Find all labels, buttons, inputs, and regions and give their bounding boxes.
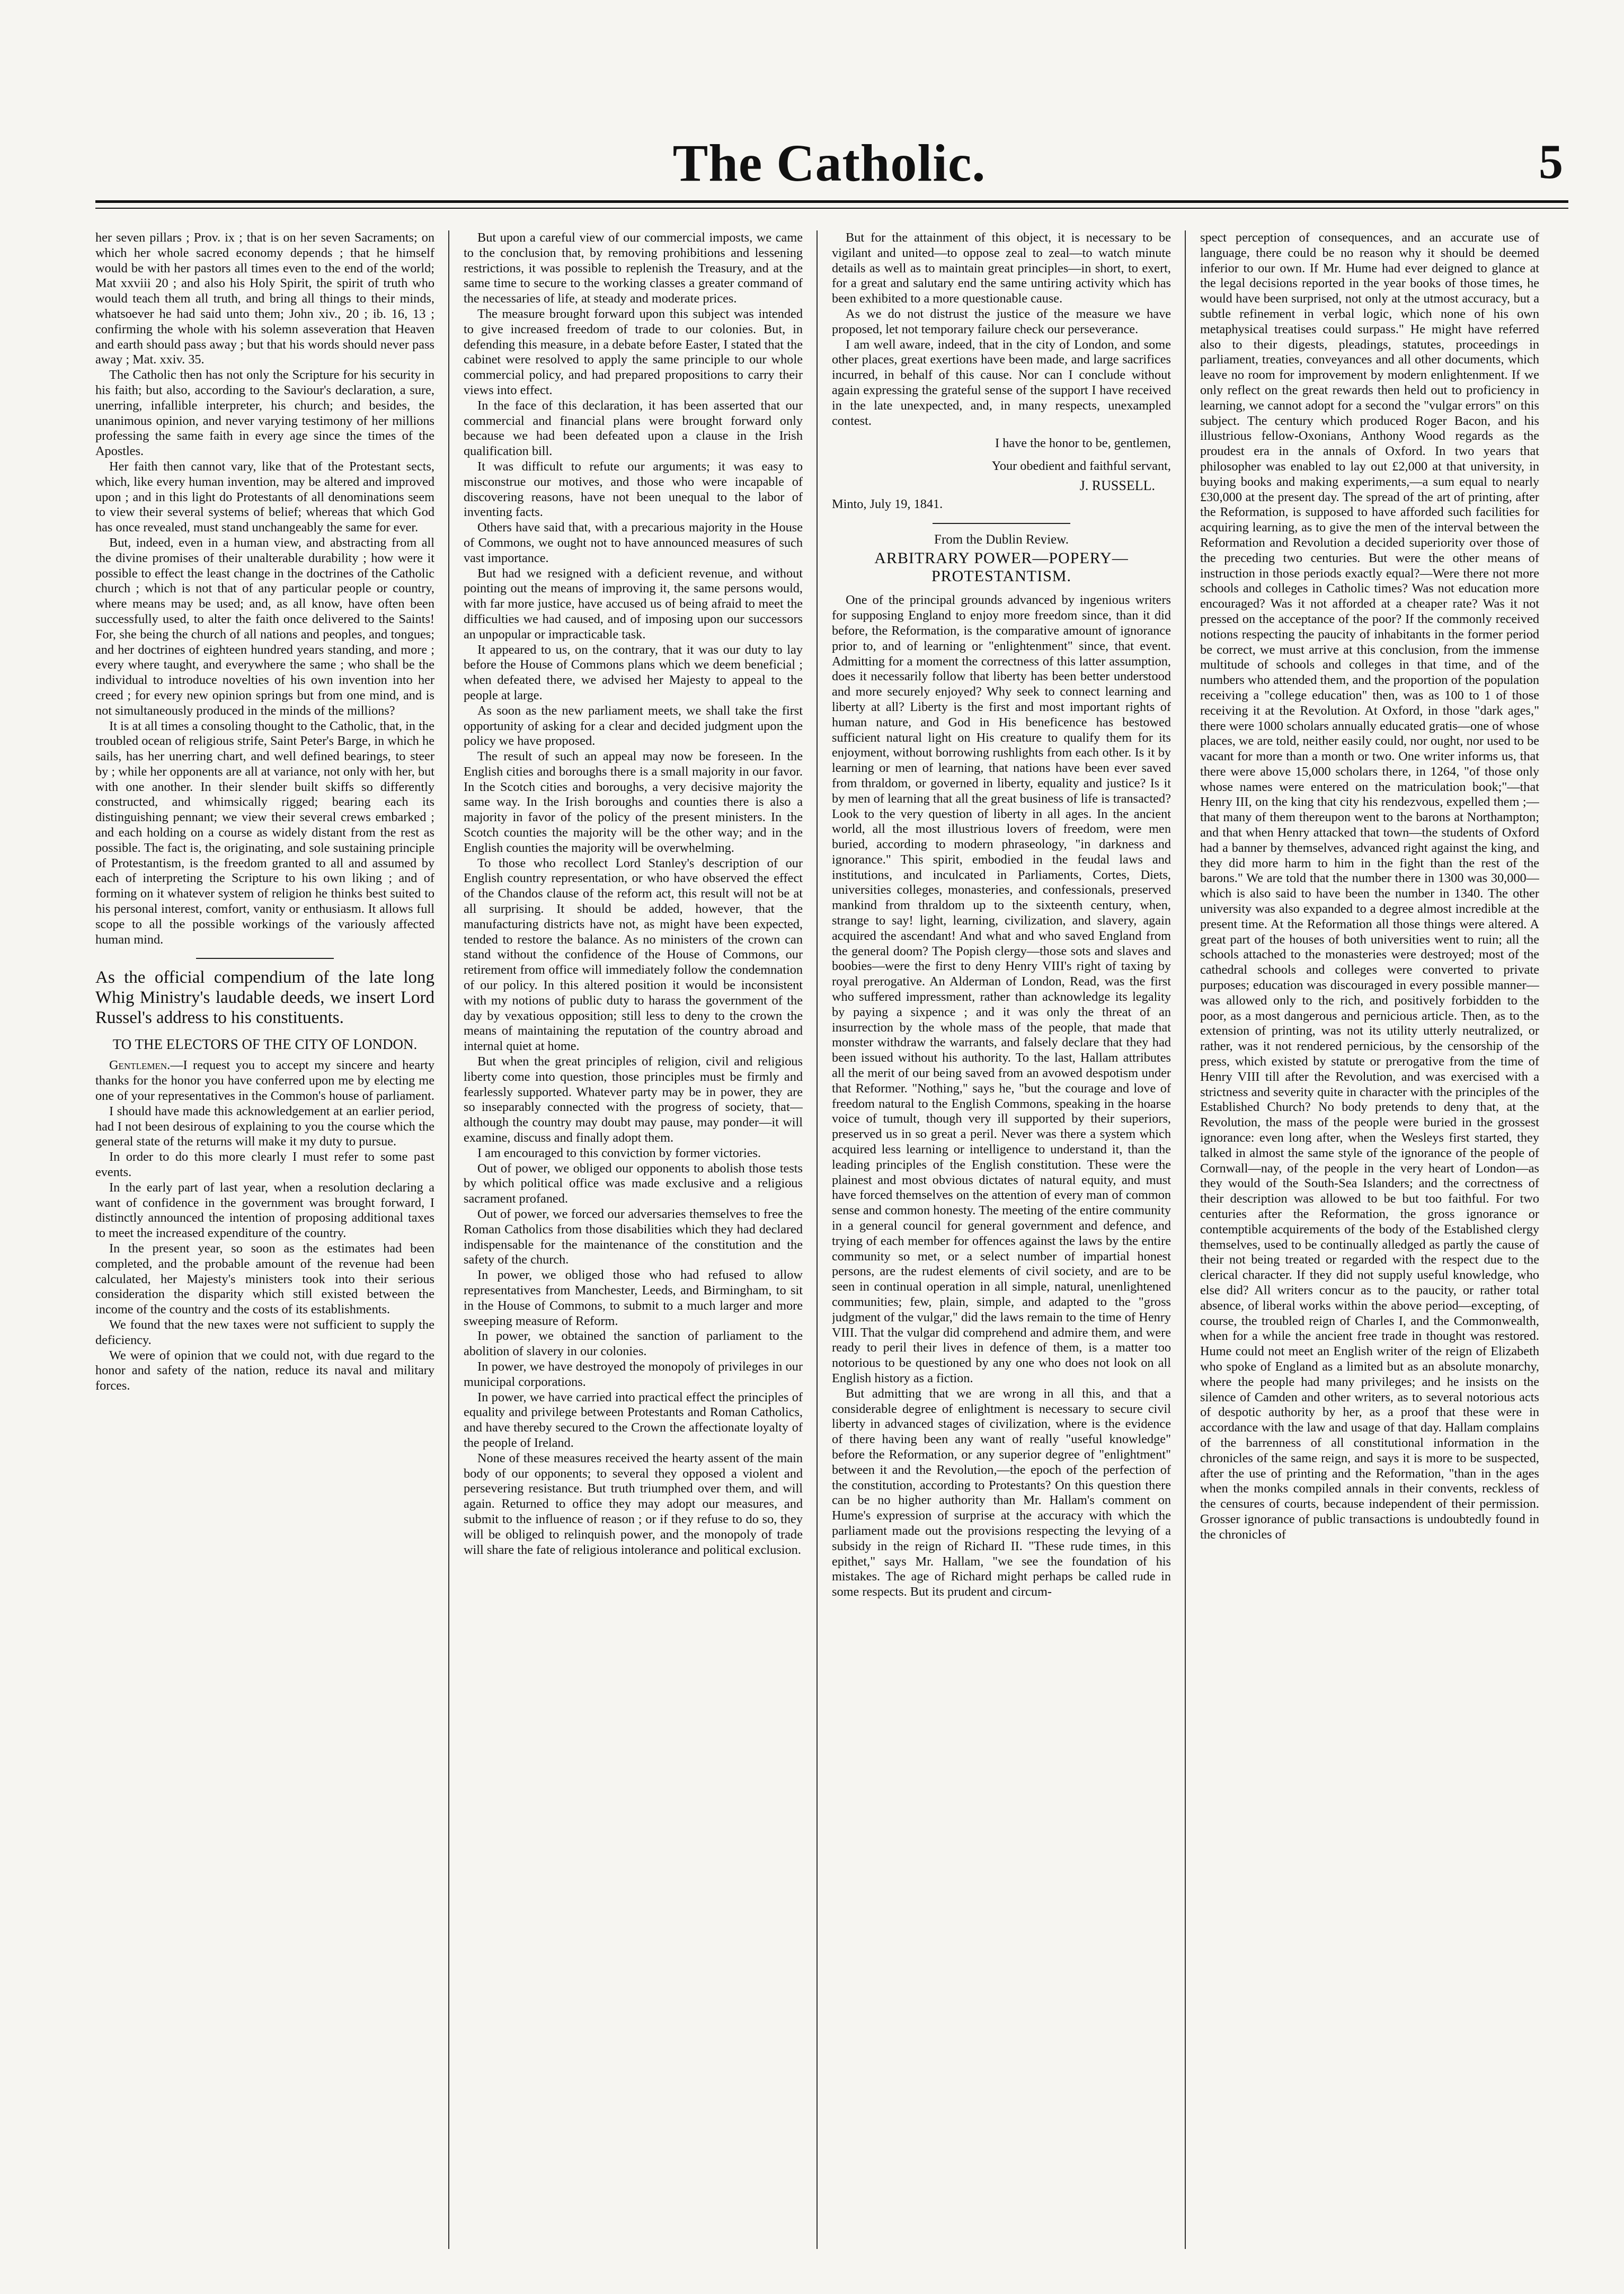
header-rule-thin: [95, 208, 1568, 209]
paragraph: As we do not distrust the justice of the measure we have proposed, let not temporary failure check our perseverance.: [832, 306, 1171, 336]
letter-closing: I have the honor to be, gentlemen,: [995, 436, 1171, 451]
paragraph: To those who recollect Lord Stanley's description of our English country representation, or who have observed the effect of the Chandos clause of the reform act, this result will not be at all surprising. It should be added, however, that the manufacturing districts have not, as might have been expected, tended to restore the balance. As no ministers of the crown can stand without the confidence of the House of Commons, our retirement from office will immediately follow the condemnation of our policy. In this altered position it would be inconsistent with my notions of public duty to harass the government of the day by vexatious opposition; still less to deny to the crown the means of maintaining the reputation of the country abroad and internal quiet at home.: [464, 856, 803, 1054]
paragraph: Her faith then cannot vary, like that of the Protestant sects, which, like every human invention, may be altered and improved upon ; and in this light do Protestants of all denominations seem to view their several systems of belief; whereas that which God has once revealed, must stand unchangeably the same for ever.: [95, 459, 434, 535]
paragraph: In power, we have carried into practical effect the principles of equality and privilege between Protestants and Roman Catholics, and have thereby secured to the Crown the affectionate loyalty of the people of Ireland.: [464, 1390, 803, 1450]
header-rule-thick: [95, 200, 1568, 203]
paragraph: The Catholic then has not only the Scripture for his security in his faith; but also, according to the Saviour's declaration, a sure, unerring, infallible interpreter, his church; and besides, the unanimous opinion, and never varying testimony of her millions professing the same faith in every age since the times of the Apostles.: [95, 368, 434, 459]
masthead: [90, 132, 1568, 196]
paragraph: But, indeed, even in a human view, and abstracting from all the divine promises of their unalterable durability ; how were it possible to effect the least change in the doctrines of the Catholic church ; which is not that of any particular people or country, where means may be used; and, as all know, have often been successfully used, to alter the faith once delivered to the Saints! For, she being the church of all nations and peoples, and tongues; and her doctrines of eighteen hundred years standing, and more ; every where taught, and everywhere the same ; who shall be the individual to introduce novelties of his own invention into her creed ; for every new opinion springs but from one mind, and is not simultaneously produced in the minds of the millions?: [95, 535, 434, 718]
paragraph: I should have made this acknowledgement at an earlier period, had I not been desirous of explaining to you the course which the general state of the returns will make it my duty to pursue.: [95, 1104, 434, 1149]
paragraph: It was difficult to refute our arguments; it was easy to misconstrue our motives, and those who were incapable of discovering reasons, have not been unequal to the labor of inventing facts.: [464, 459, 803, 520]
paragraph: spect perception of consequences, and an accurate use of language, there could be no reason why it should be deemed inferior to our own. If Mr. Hume had ever deigned to glance at the legal decisions reported in the year books of those times, he would have been surprised, not only at the utmost accuracy, but a subtle refinement in verbal logic, which none of his own metaphysical treatises could surpass." He might have referred also to their digests, pleadings, statutes, proceedings in parliament, treaties, conveyances and all other documents, which leave no room for improvement by modern enlightenment. If we only reflect on the great rewards then held out to proficiency in learning, we cannot adopt for a second the "vulgar errors" on this subject. The century which produced Roger Bacon, and his illustrious fellow-Oxonians, Anthony Wood regards as the proudest era in the annals of Oxford. In two years that philosopher was enabled to lay out £2,000 at that university, in buying books and making experiments,—a sum equal to nearly £30,000 at the present day. The spread of the art of printing, after the Reformation, is supposed to have afforded such facilities for acquiring learning, as to give the men of the interval between the Reformation and Revolution a decided superiority over those of the preceding two centuries. But were the other means of instruction in those periods exactly equal?—Were there not more schools and colleges in Catholic times? Was not education more encouraged? Was it not afforded at a cheaper rate? Was it not pressed on the acceptance of the poor? If the commonly received notions respecting the paucity of inhabitants in the former period be correct, we must arrive at this conclusion, from the immense multitude of schools and colleges in that time, and of the numbers who attended them, and the proportion of the population receiving a "college education" then, was as 100 to 1 of those receiving it at the Revolution. At Oxford, in those "dark ages," there were 1000 scholars annually educated gratis—one of whose places, we are told, neither easily could, nor ought, nor used to be vacant for more than a month or two. One writer informs us, that there were above 15,000 scholars there, in 1264, "of those only whose names were entered on the matriculation book;"—that Henry III, on the king that city his rendezvous, expelled them ;—that many of them thereupon went to the barons at Northampton; and that when Henry attacked that town—the students of Oxford had a banner by themselves, advanced right against the king, and they did more harm to him in the fight than the rest of the barons." We are told that the number there in 1300 was 30,000—which is also said to have been the number in 1340. The other university was also expanded to a degree almost incredible at the present time. At the Reformation all those things were altered. A great part of the houses of both universities went to ruin; all the schools attached to the monasteries were destroyed; most of the cathedral schools and colleges were converted to private purposes; education was discouraged in every possible manner—was allowed only to the rich, and positively forbidden to the poor, as a most dangerous and pernicious article. Then, as to the extension of printing, was not its utility utterly neutralized, or rather, was it not rendered pernicious, by the censorship of the press, which existed by statute or prerogative from the time of Henry VIII till after the Revolution, and was exercised with a strictness and severity quite in character with the principles of the Established Church? No body pretends to deny that, at the Revolution, the mass of the people were buried in the grossest ignorance: even long after, when the Wesleys first started, they talked in almost the same style of the ignorance of the people of Cornwall—nay, of the people in the very heart of London—as they would of the South-Sea Islanders; and the correctness of their description was allowed to be but too faithful. For two centuries after the Reformation, the gross ignorance or contemptible acquirements of the body of the Established clergy themselves, used to be continually alledged as partly the cause of their not being treated or regarded with the respect due to the clerical character. If they did not supply useful knowledge, who else did? All writers concur as to the paucity, or rather total absence, of liberal works within the above period—excepting, of course, the troubled reign of Charles I, and the Commonwealth, when for a while the ancient free trade in thought was restored. Hume could not meet an English writer of the reign of Elizabeth who spoke of England as a limited but as an absolute monarchy, where the people had many privileges; and he insists on the silence of Camden and other writers, as to several notorious acts of despotic authority by her, as a proof that these were in accordance with the law and usage of that day. Hallam complains of the barrenness of all constitutional information in the chronicles of the same reign, and says it is more to be suspected, after the use of printing and the Reformation, "than in the ages when the monks compiled annals in their convents, reckless of the censures of courts, because independent of their permission. Grosser ignorance of public transactions is undoubtedly found in the chronicles of: [1200, 230, 1539, 1542]
paragraph: It appeared to us, on the contrary, that it was our duty to lay before the House of Commons plans which we deem beneficial ; when defeated there, we advised her Majesty to appeal to the people at large.: [464, 642, 803, 703]
section-divider: [196, 958, 334, 959]
salutation: Gentlemen.: [109, 1058, 171, 1073]
paragraph: We were of opinion that we could not, with due regard to the honor and safety of the nation, reduce its naval and military forces.: [95, 1348, 434, 1393]
column-4: [1200, 230, 1539, 2254]
paragraph: But admitting that we are wrong in all this, and that a considerable degree of enlightment is necessary to secure civil liberty in advanced stages of civilization, where is the evidence of there having been any want of really "useful knowledge" before the Reformation, or any superior degree of "enlightment" between it and the Revolution,—the epoch of the perfection of the constitution, according to Protestants? On this question there can be no higher authority than Mr. Hallam's comment on Hume's expression of surprise at the accuracy with which the parliament made out the provisions respecting the levying of a subsidy in the reign of Richard II. "These rude times, in this epithet," says Mr. Hallam, "we see the foundation of his mistakes. The age of Richard might perhaps be called rude in some respects. But its prudent and circum-: [832, 1386, 1171, 1599]
column-divider: [448, 230, 449, 2249]
paragraph: I am well aware, indeed, that in the city of London, and some other places, great exertions have been made, and large sacrifices incurred, in behalf of this cause. Nor can I conclude without again expressing the grateful sense of the support I have received in the late unexpected, and, in many respects, unexampled contest.: [832, 337, 1171, 428]
paragraph: The measure brought forward upon this subject was intended to give increased freedom of trade to our colonies. But, in defending this measure, in a debate before Easter, I stated that the cabinet were resolved to apply the same principle to our whole commercial policy, and had prepared propositions to carry their views into effect.: [464, 306, 803, 397]
paragraph: But had we resigned with a deficient revenue, and without pointing out the means of improving it, the same persons would, with far more justice, have accused us of being afraid to meet the difficulties we had caused, and of imposing upon our successors an unpopular or impracticable task.: [464, 566, 803, 642]
paragraph: It is at all times a consoling thought to the Catholic, that, in the troubled ocean of religious strife, Saint Peter's Barge, in which he sails, has her unerring chart, and well defined bearings, to steer by ; while her opponents are all at variance, not only with her, but with one another. In their slender built skiffs so differently constructed, and whimsically rigged; bearing each its distinguishing pennant; we view their several crews embarked ; and each holding on a course as widely distant from the rest as possible. The fact is, the originating, and sole sustaining principle of Protestantism, is the freedom granted to all and assumed by each of interpreting the Scripture to his own liking ; and of forming on it whatever system of religion he thinks best suited to his personal interest, comfort, vanity or enthusiasm. It allows full scope to all the possible workings of the variously affected human mind.: [95, 718, 434, 947]
paragraph: But for the attainment of this object, it is necessary to be vigilant and united—to oppose zeal to zeal—to watch minute details as well as to maintain great principles—in short, to exert, for a great and salutary end the same untiring activity which has been exhibited to a more questionable cause.: [832, 230, 1171, 306]
column-3: [832, 230, 1171, 2254]
column-divider: [1185, 230, 1186, 2249]
dateline: Minto, July 19, 1841.: [832, 496, 943, 511]
article-source: From the Dublin Review.: [934, 532, 1069, 547]
letter-signature: J. RUSSELL.: [1079, 477, 1155, 493]
section-divider: [933, 523, 1070, 524]
letter-closing: Your obedient and faithful servant,: [991, 459, 1171, 474]
paragraph: But when the great principles of religion, civil and religious liberty come into question, those principles must be firmly and fearlessly supported. Whatever party may be in power, they are so inseparably connected with the progress of society, that—although the country may doubt may pause, may ponder—it will examine, discuss and finally adopt them.: [464, 1054, 803, 1145]
paragraph: The result of such an appeal may now be foreseen. In the English cities and boroughs there is a small majority in our favor. In the Scotch cities and boroughs, a very decisive majority the same way. In the Irish boroughs and counties there is also a majority in favor of the policy of the present ministers. In the Scotch counties the majority will be the other way; and in the English counties the majority will be overwhelming.: [464, 749, 803, 855]
paragraph: In power, we have destroyed the monopoly of privileges in our municipal corporations.: [464, 1359, 803, 1389]
paragraph: None of these measures received the hearty assent of the main body of our opponents; to several they opposed a violent and persevering resistance. But truth triumphed over them, and will again. Returned to office they may adopt our measures, and submit to the influence of reason ; or if they refuse to do so, they will be obliged to relinquish power, and the monopoly of trade will share the fate of religious intolerance and political exclusion.: [464, 1451, 803, 1557]
paragraph: In the face of this declaration, it has been asserted that our commercial and financial plans were brought forward only because we had been defeated upon a clause in the Irish qualification bill.: [464, 398, 803, 459]
paragraph: In power, we obtained the sanction of parliament to the abolition of slavery in our colonies.: [464, 1329, 803, 1359]
paragraph: Others have said that, with a precarious majority in the House of Commons, we ought not to have announced measures of such vast importance.: [464, 520, 803, 565]
paragraph: In the early part of last year, when a resolution declaring a want of confidence in the government was brought forward, I distinctly announced the intention of proposing additional taxes to meet the increased expenditure of the country.: [95, 1180, 434, 1241]
page-title: The Catholic.: [672, 134, 986, 192]
paragraph: —I request you to accept my sincere and hearty thanks for the honor you have conferred upon me by electing me one of your representatives in the Common's house of parliament.: [95, 1058, 434, 1104]
paragraph: One of the principal grounds advanced by ingenious writers for supposing England to enjoy more freedom since, than it did before, the Reformation, is the comparative amount of ignorance prior to, and of learning or "enlightenment" since, that event. Admitting for a moment the correctness of this latter assumption, does it necessarily follow that liberty has been better understood and more securely enjoyed? Why seek to connect learning and liberty at all? Liberty is the first and most important rights of human nature, and God in His beneficence has bestowed sufficient natural light on His creature to qualify them for its enjoyment, without borrowing rushlights from each other. Is it by learning or men of learning, that nations have been ever saved from thraldom, or governed in liberty, equality and justice? Is it by men of learning that all the great business of life is transacted? Look to the very question of liberty in all ages. In the ancient world, all the most illustrious lovers of freedom, were men buried, according to modern phraseology, "in darkness and ignorance." This spirit, embodied in the feudal laws and institutions, and inculcated in Parliaments, Cortes, Diets, universities colleges, monasteries, and confessionals, preserved mankind from thraldom up to the sixteenth century, when, strange to say! light, learning, civilization, and slavery, again acquired the ascendant! And what and who saved England from the general doom? The Popish clergy—those sots and slaves and boobies—were the first to deny Henry VIII's right of taxing by royal prerogative. An Alderman of London, Read, was the first who suffered impressment, rather than acknowledge its legality by paying a sixpence ; and it was only the threat of an insurrection by the whole mass of the people, that made that monster withdraw the warrants, and falsely declare that they had been issued without his authority. To the last, Hallam attributes all the merit of our being saved from an avowed despotism under that Reformer. "Nothing," says he, "but the courage and love of freedom natural to the English Commons, speaking in the hoarse voice of tumult, though very ill supported by their superiors, preserved us in so great a peril. Never was there a system which acquired less learning or intelligence to understand it, than the leading principles of the English constitution. These were the plainest and most obvious dictates of natural equity, and must have forced themselves on the attention of every man of common sense and common honesty. The meeting of the entire community in a general council for general government and defence, and trying of each member for offences against the laws by the entire community so met, or a select number of impartial honest persons, are the rudest elements of civil society, and are to be seen in continual operation in all simple, natural, unenlightened communities; few, plain, simple, and adapted to the "gross judgment of the vulgar," did the laws remain to the time of Henry VIII. That the vulgar did comprehend and admire them, and were ready to peril their lives in defence of them, is a matter too notorious to be questioned by any one who does not look on all English history as a fiction.: [832, 593, 1171, 1385]
article-intro: As the official compendium of the late long Whig Ministry's laudable deeds, we insert Lord Russel's address to his constituents.: [95, 968, 434, 1028]
column-1: [95, 230, 434, 2254]
column-divider: [817, 230, 818, 2249]
paragraph: In power, we obliged those who had refused to allow representatives from Manchester, Leeds, and Birmingham, to sit in the House of Commons, to submit to a much larger and more sweeping measure of Reform.: [464, 1268, 803, 1328]
paragraph: her seven pillars ; Prov. ix ; that is on her seven Sacraments; on which her whole sacred economy depends ; that he himself would be with her pastors all times even to the end of the world; Mat xxviii 20 ; and also his Holy Spirit, the spirit of truth who would teach them all truth, and bring all things to their minds, whatsoever he had said unto them; John xiv., 20 ; ib. 16, 13 ; confirming the whole with his solemn asseveration that Heaven and earth should pass away ; but that his words should never pass away ; Mat. xxiv. 35.: [95, 230, 434, 367]
paragraph: In the present year, so soon as the estimates had been completed, and the probable amount of the revenue had been calculated, her Majesty's ministers took into their serious consideration the disparity which still existed between the income of the country and the costs of its establishments.: [95, 1241, 434, 1317]
paragraph: Out of power, we forced our adversaries themselves to free the Roman Catholics from those disabilities which they had declared indispensable for the maintenance of the constitution and the safety of the church.: [464, 1207, 803, 1267]
page-number: 5: [1539, 135, 1563, 189]
paragraph: In order to do this more clearly I must refer to some past events.: [95, 1150, 434, 1180]
paragraph: As soon as the new parliament meets, we shall take the first opportunity of asking for a clear and decided judgment upon the policy we have proposed.: [464, 703, 803, 749]
article-heading: TO THE ELECTORS OF THE CITY OF LONDON.: [112, 1036, 418, 1053]
paragraph: I am encouraged to this conviction by former victories.: [477, 1145, 761, 1160]
article-heading: ARBITRARY POWER—POPERY—PROTESTANTISM.: [874, 549, 1129, 585]
paragraph: Out of power, we obliged our opponents to abolish those tests by which political office was made exclusive and a religious sacrament profaned.: [464, 1161, 803, 1206]
paragraph: But upon a careful view of our commercial imposts, we came to the conclusion that, by removing prohibitions and lessening restrictions, it was possible to replenish the Treasury, and at the same time to secure to the working classes a greater command of the necessaries of life, at steady and moderate prices.: [464, 230, 803, 306]
column-2: [464, 230, 803, 2254]
paragraph: We found that the new taxes were not sufficient to supply the deficiency.: [95, 1318, 434, 1347]
